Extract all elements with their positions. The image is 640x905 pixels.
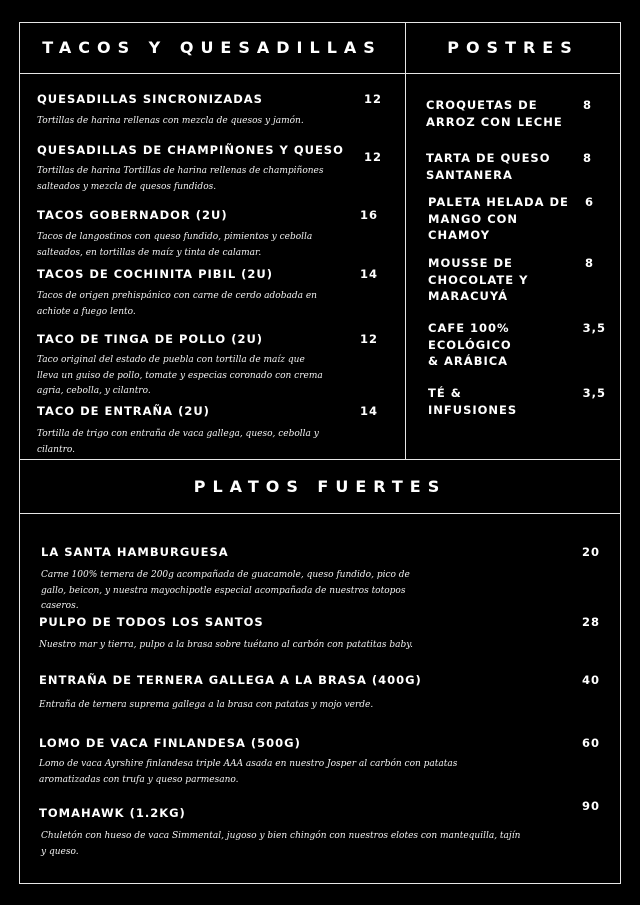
item-price: 8	[582, 98, 592, 112]
item-description: Tortillas de harina Tortillas de harina rellenas de champiñones salteados y mezcla de quesos fundidos.	[37, 166, 324, 192]
item-name: TARTA DE QUESO SANTANERA	[426, 151, 551, 182]
item-description: Lomo de vaca Ayrshire finlandesa triple AAA asada en nuestro Josper al carbón con patatas aromatizadas con trufa y queso parmesano.	[39, 759, 458, 785]
platos-section-title: PLATOS FUERTES	[193, 477, 447, 496]
item-name: TACO DE ENTRAÑA (2U)	[37, 404, 210, 418]
item-name: QUESADILLAS SINCRONIZADAS	[37, 92, 263, 106]
item-price: 28	[581, 615, 600, 629]
item-name: ENTRAÑA DE TERNERA GALLEGA A LA BRASA (400G)	[39, 673, 422, 687]
platos-header-bottom-divider	[19, 513, 621, 514]
item-price: 8	[582, 151, 592, 165]
item-price: 16	[359, 208, 378, 222]
item-name: CAFE 100% ECOLÓGICO & ARÁBICA	[428, 321, 512, 368]
item-name: LA SANTA HAMBURGUESA	[41, 545, 229, 559]
item-name: TÉ & INFUSIONES	[428, 386, 518, 417]
item-name: QUESADILLAS DE CHAMPIÑONES Y QUESO	[37, 143, 344, 157]
item-name: TACOS DE COCHINITA PIBIL (2U)	[37, 267, 274, 281]
item-name: PULPO DE TODOS LOS SANTOS	[39, 615, 264, 629]
item-price: 14	[359, 267, 378, 281]
item-price: 12	[363, 92, 382, 106]
item-description: Nuestro mar y tierra, pulpo a la brasa sobre tuétano al carbón con patatitas baby.	[39, 640, 413, 650]
item-description: Tortillas de harina rellenas con mezcla de quesos y jamón.	[37, 116, 304, 126]
item-price: 60	[581, 736, 600, 750]
item-price: 14	[359, 404, 378, 418]
item-name: TACO DE TINGA DE POLLO (2U)	[37, 332, 264, 346]
tacos-section-title: TACOS Y QUESADILLAS	[42, 38, 382, 57]
item-name: CROQUETAS DE ARROZ CON LECHE	[426, 98, 563, 129]
item-price: 6	[584, 195, 594, 209]
column-divider	[405, 22, 406, 459]
item-description: Tacos de langostinos con queso fundido, pimientos y cebolla salteados, en tortillas de maíz y tinta de calamar.	[37, 232, 313, 258]
item-price: 8	[584, 256, 594, 270]
item-name: PALETA HELADA DE MANGO CON CHAMOY	[428, 195, 569, 242]
item-price: 40	[581, 673, 600, 687]
item-description: Tacos de origen prehispánico con carne de cerdo adobada en achiote a fuego lento.	[37, 291, 317, 317]
platos-header-top-divider	[19, 459, 621, 460]
item-price: 90	[581, 799, 600, 813]
item-name: TOMAHAWK (1.2KG)	[39, 806, 186, 820]
postres-section-title: POSTRES	[447, 38, 579, 57]
item-description: Entraña de ternera suprema gallega a la brasa con patatas y mojo verde.	[39, 700, 374, 710]
tacos-header-divider	[19, 73, 621, 74]
item-name: TACOS GOBERNADOR (2U)	[37, 208, 228, 222]
item-price: 20	[581, 545, 600, 559]
item-description: Tortilla de trigo con entraña de vaca gallega, queso, cebolla y cilantro.	[37, 429, 319, 455]
item-price: 12	[363, 150, 382, 164]
item-price: 3,5	[582, 386, 606, 400]
item-description: Chuletón con hueso de vaca Simmental, jugoso y bien chingón con nuestros elotes con mantequilla, tajín y queso.	[41, 831, 521, 857]
item-price: 3,5	[582, 321, 606, 335]
item-description: Taco original del estado de puebla con tortilla de maíz que lleva un guiso de pollo, tomate y especias coronado con crema agria, cebolla, y cilantro.	[37, 355, 323, 396]
item-description: Carne 100% ternera de 200g acompañada de guacamole, queso fundido, pico de gallo, beicon, y nuestra mayochipotle especial acompañada de nuestros totopos caseros.	[41, 570, 410, 611]
item-price: 12	[359, 332, 378, 346]
item-name: LOMO DE VACA FINLANDESA (500G)	[39, 736, 301, 750]
item-name: MOUSSE DE CHOCOLATE Y MARACUYÁ	[428, 256, 529, 303]
